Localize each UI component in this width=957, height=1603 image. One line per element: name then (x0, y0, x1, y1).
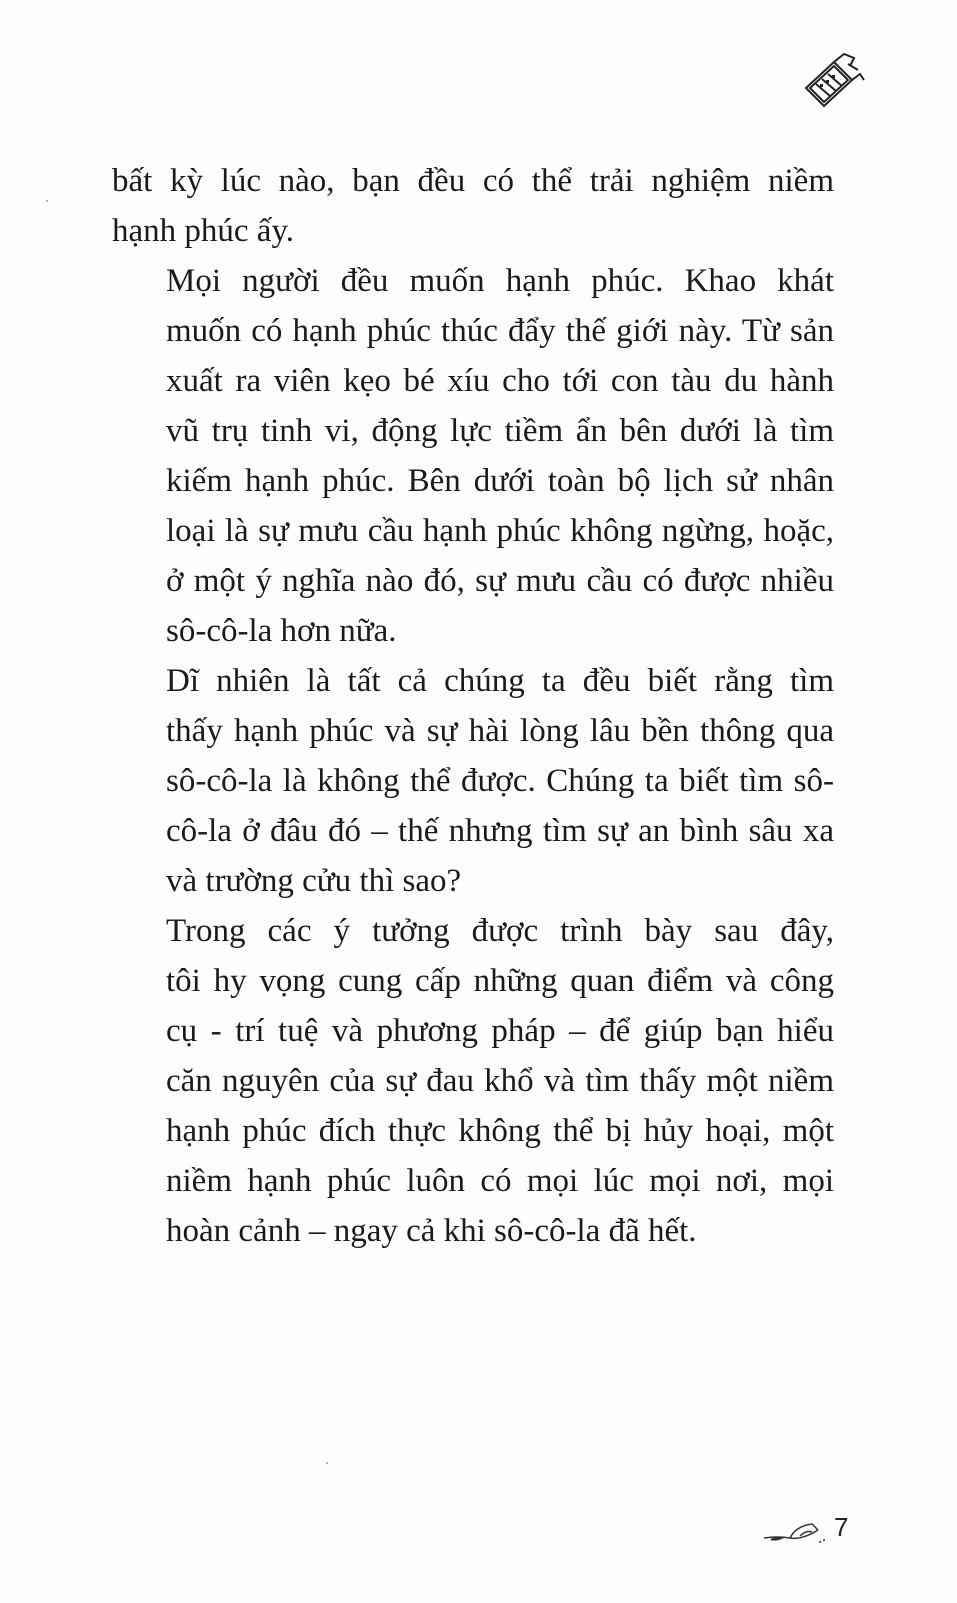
text-line: sô-cô-la hơn nữa. (166, 613, 397, 649)
text-line: cô-la ở đâu đó – thế nhưng tìm sự an bình sâu xa (166, 813, 834, 849)
text-line: kiếm hạnh phúc. Bên dưới toàn bộ lịch sử nhân (166, 463, 834, 499)
page-number: 7 (834, 1512, 849, 1542)
text-line: căn nguyên của sự đau khổ và tìm thấy một niềm (166, 1063, 834, 1099)
text-line: thấy hạnh phúc và sự hài lòng lâu bền thông qua (166, 713, 834, 749)
text-line: hoàn cảnh – ngay cả khi sô-cô-la đã hết. (166, 1213, 697, 1249)
text-line: ở một ý nghĩa nào đó, sự mưu cầu có được nhiều (166, 563, 834, 599)
text-line: Dĩ nhiên là tất cả chúng ta đều biết rằng tìm (166, 663, 834, 699)
chocolate-bar-icon (800, 44, 870, 114)
page-footer (760, 1512, 870, 1552)
body-text (112, 156, 834, 1256)
text-line: vũ trụ tinh vi, động lực tiềm ẩn bên dưới là tìm (166, 413, 834, 449)
text-line: loại là sự mưu cầu hạnh phúc không ngừng, hoặc, (166, 513, 834, 549)
leaf-ornament-icon (760, 1516, 830, 1546)
paragraph-4 (112, 906, 834, 1256)
paragraph-3 (112, 656, 834, 906)
text-line: bất kỳ lúc nào, bạn đều có thể trải nghiệm niềm (112, 163, 834, 199)
text-line: niềm hạnh phúc luôn có mọi lúc mọi nơi, mọi (166, 1163, 834, 1199)
paragraph-2 (112, 256, 834, 656)
text-line: hạnh phúc đích thực không thể bị hủy hoại, một (166, 1113, 834, 1149)
text-line: Mọi người đều muốn hạnh phúc. Khao khát (166, 263, 834, 299)
paper-speck (46, 200, 48, 202)
text-line: sô-cô-la là không thể được. Chúng ta biết tìm sô- (166, 763, 834, 799)
paper-speck (326, 1462, 328, 1464)
text-line: và trường cửu thì sao? (166, 863, 462, 899)
text-line: hạnh phúc ấy. (112, 213, 295, 249)
text-line: tôi hy vọng cung cấp những quan điểm và công (166, 963, 834, 999)
paragraph-1 (112, 156, 834, 256)
text-line: xuất ra viên kẹo bé xíu cho tới con tàu du hành (166, 363, 834, 399)
text-line: cụ - trí tuệ và phương pháp – để giúp bạn hiểu (166, 1013, 834, 1049)
text-line: Trong các ý tưởng được trình bày sau đây, (166, 913, 834, 949)
text-line: muốn có hạnh phúc thúc đẩy thế giới này. Từ sản (166, 313, 834, 349)
